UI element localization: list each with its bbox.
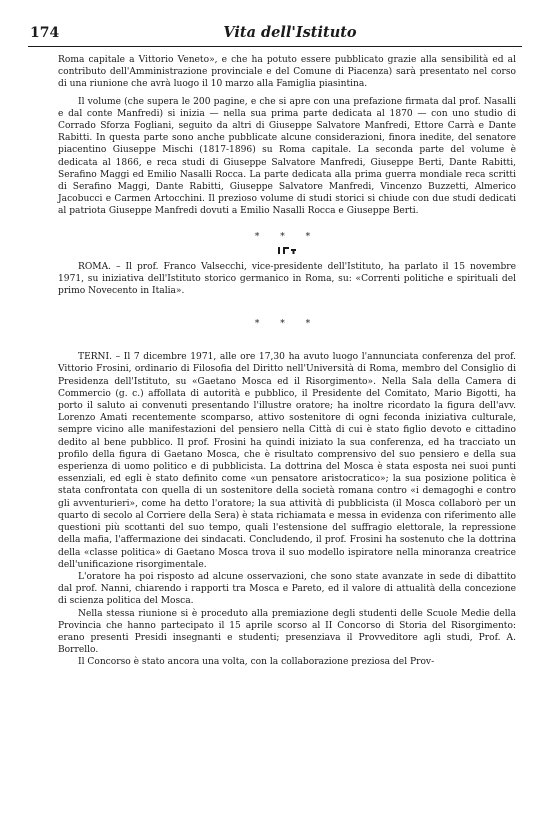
paragraph-text: – Il prof. Franco Valsecchi, vice-presidente dell'Istituto, ha parlato il 15 novembre 1971, su iniziativa dell'Istituto storico germanico in Roma, su: «Correnti politiche e spirituali del primo Novecento in Italia». (58, 261, 516, 297)
body-text (58, 54, 516, 669)
section-separator: * * * (254, 319, 320, 330)
paragraph-text: – Il 7 dicembre 1971, alle ore 17,30 ha avuto luogo l'annunciata conferenza del prof. Vittorio Frosini, ordinario di Filosofia del Diritto nell'Università di Roma, membro del Consiglio di Presidenza dell'Istituto, su «Gaetano Mosca ed il Risorgimento». Nella Sala della Camera di Commercio (g. c.) affollata di autorità e pubblico, il Presidente del Comitato, Mario Bigotti, ha porto il saluto ai convenuti presentando l'illustre oratore; ha inoltre ricordato la figura dell'avv. Lorenzo Amati recentemente scomparso, attivo sostenitore di ogni feconda iniziativa culturale, sempre vicino alle manifestazioni del pensiero nella Città di cui è stato figlio devoto e cittadino dedito al bene pubblico. Il prof. Frosini ha quindi iniziato la sua conferenza, ed ha tracciato un profilo della figura di Gaetano Mosca, che è risultato comprensivo del suo pensiero e della sua esperienza di uomo politico e di pubblicista. La dottrina del Mosca è stata esposta nei suoi punti essenziali, ed egli è stato definito come «un pensatore aristocratico»; la sua posizione politica è stata confrontata con quella di un sostenitore della società romana contro «i demagoghi e contro gli avventurieri», come ha detto l'oratore; la sua attività di pubblicista (il Mosca collaborò per un quarto di secolo al Corriere della Sera) è stata richiamata e messa in evidenza con riferimento alle questioni più scottanti del suo tempo, quali l'estensione del suffragio elettorale, la repressione della mafia, l'affermazione dei sindacati. Concludendo, il prof. Frosini ha sostenuto che la dottrina della «classe politica» di Gaetano Mosca trova il suo modello ispiratore nella minoranza creatrice dell'unificazione risorgimentale. (58, 352, 516, 570)
place-heading: ROMA. (78, 261, 112, 272)
ornament-mark (276, 246, 298, 255)
paragraph: Roma capitale a Vittorio Veneto», e che ha potuto essere pubblicato grazie alla sensibilità ed al contributo dell'Amministrazione provinciale e del Comune di Piacenza) sarà presentato nel corso di una riunione che avrà luogo il 10 marzo alla Famiglia piasintina. (58, 55, 516, 90)
paragraph: Nella stessa riunione si è proceduto alla premiazione degli studenti delle Scuole Medie della Provincia che hanno partecipato il 15 aprile scorso al II Concorso di Storia del Risorgimento: erano presenti Presidi insegnanti e studenti; presenziava il Provveditore agli studi, Prof. A. Borrello. (58, 608, 516, 656)
place-heading: TERNI. (78, 352, 112, 363)
page-number: 174 (30, 25, 60, 41)
paragraph: Il volume (che supera le 200 pagine, e che si apre con una prefazione firmata dal prof. Nasalli e dal conte Manfredi) si inizia — nella sua prima parte dedicata al 1870 — con uno studio di Corrado Sforza Fogliani, seguito da altri di Giuseppe Salvatore Manfredi, Ettore Carrà e Dante Rabitti. In questa parte sono anche pubblicate alcune considerazioni, finora inedite, del senatore piacentino Giuseppe Mischi (1817-1896) su Roma capitale. La seconda parte del volume è dedicata al 1866, e reca studi di Giuseppe Salvatore Manfredi, Giuseppe Berti, Dante Rabitti, Serafino Maggi ed Emilio Nasalli Rocca. La parte dedicata alla prima guerra mondiale reca scritti di Serafino Maggi, Dante Rabitti, Giuseppe Salvatore Manfredi, Vincenzo Buzzetti, Almerico Jacobucci e Carmen Artocchini. Il prezioso volume di studi storici si chiude con due studi dedicati al patriota Giuseppe Manfredi dovuti a Emilio Nasalli Rocca e Giuseppe Berti. (58, 96, 516, 217)
page-header (28, 20, 522, 47)
printer-ornament (58, 246, 516, 256)
paragraph: L'oratore ha poi risposto ad alcune osservazioni, che sono state avanzate in sede di dibattito dal prof. Nanni, chiarendo i rapporti tra Mosca e Pareto, ed il valore di attualità della concezione di scienza politica del Mosca. (58, 571, 516, 607)
paragraph: Il Concorso è stato ancora una volta, con la collaborazione preziosa del Prov- (78, 657, 435, 668)
section-separator: * * * (254, 231, 320, 242)
news-item-roma (58, 261, 516, 298)
news-item-terni (58, 351, 516, 571)
running-title: Vita dell'Istituto (223, 24, 357, 41)
